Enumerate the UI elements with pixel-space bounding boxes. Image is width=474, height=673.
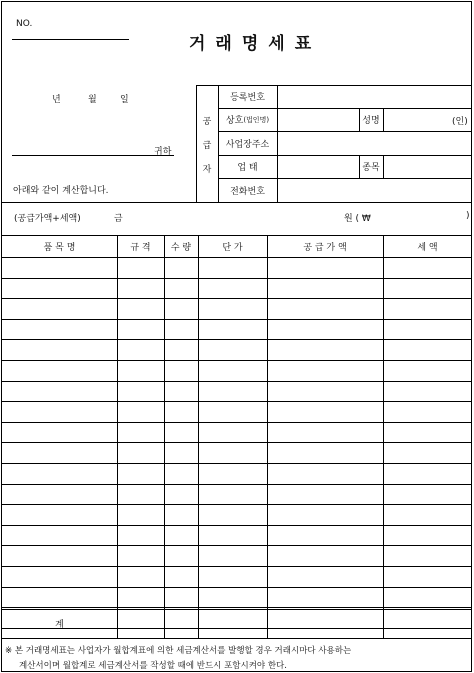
table-cell[interactable] bbox=[3, 340, 116, 359]
table-cell[interactable] bbox=[165, 299, 197, 318]
table-cell[interactable] bbox=[3, 299, 116, 318]
table-cell[interactable] bbox=[268, 258, 382, 277]
table-cell[interactable] bbox=[118, 588, 163, 607]
table-cell[interactable] bbox=[118, 402, 163, 421]
table-cell[interactable] bbox=[3, 443, 116, 462]
table-cell[interactable] bbox=[199, 382, 266, 401]
table-cell[interactable] bbox=[199, 567, 266, 586]
table-cell[interactable] bbox=[118, 464, 163, 483]
table-cell[interactable] bbox=[3, 279, 116, 298]
table-cell[interactable] bbox=[384, 320, 471, 339]
table-cell[interactable] bbox=[118, 320, 163, 339]
table-cell[interactable] bbox=[268, 546, 382, 565]
no-label: NO. bbox=[16, 19, 33, 29]
table-cell[interactable] bbox=[268, 279, 382, 298]
business-type-field[interactable] bbox=[278, 156, 359, 177]
table-cell[interactable] bbox=[384, 258, 471, 277]
table-cell[interactable] bbox=[384, 340, 471, 359]
table-cell[interactable] bbox=[165, 382, 197, 401]
category-label: 종목 bbox=[362, 163, 380, 173]
table-cell[interactable] bbox=[118, 485, 163, 504]
table-cell[interactable] bbox=[3, 485, 116, 504]
table-cell[interactable] bbox=[268, 526, 382, 545]
table-cell[interactable] bbox=[118, 443, 163, 462]
date-day: 일 bbox=[120, 95, 129, 105]
recipient-underline bbox=[12, 155, 174, 156]
header-supply-value: 공 급 가 액 bbox=[303, 242, 347, 253]
table-cell[interactable] bbox=[165, 608, 197, 627]
table-cell[interactable] bbox=[384, 546, 471, 565]
table-cell[interactable] bbox=[165, 258, 197, 277]
table-cell[interactable] bbox=[199, 505, 266, 524]
total-line-top bbox=[2, 202, 472, 203]
table-cell[interactable] bbox=[199, 608, 266, 627]
table-cell[interactable] bbox=[118, 382, 163, 401]
table-cell[interactable] bbox=[268, 382, 382, 401]
table-cell[interactable] bbox=[384, 526, 471, 545]
table-cell[interactable] bbox=[384, 279, 471, 298]
table-cell[interactable] bbox=[199, 320, 266, 339]
table-cell[interactable] bbox=[199, 361, 266, 380]
item-table bbox=[2, 235, 472, 638]
table-cell[interactable] bbox=[268, 464, 382, 483]
header-unit-price: 단 가 bbox=[222, 242, 243, 253]
table-cell[interactable] bbox=[165, 485, 197, 504]
reg-no-field[interactable] bbox=[278, 86, 471, 107]
table-cell[interactable] bbox=[268, 299, 382, 318]
table-cell[interactable] bbox=[118, 258, 163, 277]
intro-text: 아래와 같이 계산합니다. bbox=[13, 186, 109, 196]
no-underline bbox=[12, 39, 129, 40]
supplier-side-char-3: 자 bbox=[202, 164, 212, 175]
total-close-paren: ) bbox=[466, 211, 470, 221]
table-cell[interactable] bbox=[384, 608, 471, 627]
table-cell[interactable] bbox=[165, 588, 197, 607]
total-line-label: (공급가액+세액) bbox=[14, 214, 81, 224]
table-cell[interactable] bbox=[3, 423, 116, 442]
table-cell[interactable] bbox=[199, 526, 266, 545]
table-cell[interactable] bbox=[165, 567, 197, 586]
supplier-side-char-2: 급 bbox=[202, 140, 212, 151]
table-cell[interactable] bbox=[3, 258, 116, 277]
table-cell[interactable] bbox=[118, 279, 163, 298]
table-cell[interactable] bbox=[384, 299, 471, 318]
table-cell[interactable] bbox=[165, 340, 197, 359]
table-cell[interactable] bbox=[384, 505, 471, 524]
table-cell[interactable] bbox=[384, 485, 471, 504]
table-cell[interactable] bbox=[384, 423, 471, 442]
table-cell[interactable] bbox=[165, 443, 197, 462]
header-tax: 세 액 bbox=[417, 242, 438, 253]
total-amount-label: 금 bbox=[114, 214, 123, 224]
table-cell[interactable] bbox=[384, 588, 471, 607]
reg-no-label: 등록번호 bbox=[230, 93, 265, 103]
table-cell[interactable] bbox=[118, 340, 163, 359]
table-cell[interactable] bbox=[268, 608, 382, 627]
table-cell[interactable] bbox=[384, 464, 471, 483]
table-cell[interactable] bbox=[3, 505, 116, 524]
table-cell[interactable] bbox=[118, 361, 163, 380]
phone-label: 전화번호 bbox=[230, 186, 265, 197]
total-won-label: 원 ( ₩ bbox=[344, 214, 371, 224]
supplier-side-char-1: 공 bbox=[202, 116, 212, 127]
table-cell[interactable] bbox=[199, 423, 266, 442]
table-cell[interactable] bbox=[268, 443, 382, 462]
address-field[interactable] bbox=[278, 132, 471, 154]
table-cell[interactable] bbox=[199, 402, 266, 421]
table-cell[interactable] bbox=[118, 505, 163, 524]
table-cell[interactable] bbox=[199, 258, 266, 277]
table-cell[interactable] bbox=[268, 402, 382, 421]
table-cell[interactable] bbox=[3, 382, 116, 401]
table-cell[interactable] bbox=[199, 546, 266, 565]
table-cell[interactable] bbox=[384, 443, 471, 462]
table-cell[interactable] bbox=[165, 464, 197, 483]
seal-label: (인) bbox=[452, 117, 468, 127]
table-cell[interactable] bbox=[199, 464, 266, 483]
table-cell[interactable] bbox=[118, 546, 163, 565]
name-label: 성명 bbox=[362, 116, 380, 126]
table-cell[interactable] bbox=[268, 320, 382, 339]
transaction-statement-form bbox=[1, 1, 472, 672]
footnote-line-1: ※ 본 거래명세표는 사업자가 월합계표에 의한 세금계산서를 발행할 경우 거래시마다 사용하는 bbox=[5, 646, 352, 656]
total-won-field[interactable] bbox=[384, 207, 464, 225]
table-cell[interactable] bbox=[165, 423, 197, 442]
table-bottom bbox=[2, 638, 472, 639]
header-spec: 규 격 bbox=[130, 242, 151, 253]
table-cell[interactable] bbox=[268, 567, 382, 586]
header-item-name: 품 목 명 bbox=[43, 242, 76, 253]
phone-field[interactable] bbox=[278, 179, 471, 201]
table-total-label: 계 bbox=[55, 620, 64, 630]
table-cell[interactable] bbox=[3, 464, 116, 483]
table-cell[interactable] bbox=[384, 361, 471, 380]
table-cell[interactable] bbox=[3, 402, 116, 421]
table-cell[interactable] bbox=[268, 505, 382, 524]
header-quantity: 수 량 bbox=[170, 242, 192, 253]
company-label-cell bbox=[218, 108, 277, 131]
table-cell[interactable] bbox=[3, 361, 116, 380]
table-cell[interactable] bbox=[118, 608, 163, 627]
table-cell[interactable] bbox=[268, 423, 382, 442]
date-year: 년 bbox=[52, 95, 61, 105]
recipient-suffix: 귀하 bbox=[154, 147, 172, 157]
document-title: 거래명세표 bbox=[189, 34, 322, 54]
table-cell[interactable] bbox=[199, 588, 266, 607]
table-cell[interactable] bbox=[165, 361, 197, 380]
table-cell[interactable] bbox=[165, 320, 197, 339]
table-cell[interactable] bbox=[165, 546, 197, 565]
date-month: 월 bbox=[88, 95, 97, 105]
table-cell[interactable] bbox=[165, 505, 197, 524]
table-cell[interactable] bbox=[3, 320, 116, 339]
table-cell[interactable] bbox=[3, 526, 116, 545]
table-cell[interactable] bbox=[3, 588, 116, 607]
table-cell[interactable] bbox=[268, 361, 382, 380]
table-cell[interactable] bbox=[118, 567, 163, 586]
table-cell[interactable] bbox=[199, 340, 266, 359]
table-cell[interactable] bbox=[384, 567, 471, 586]
table-cell[interactable] bbox=[199, 279, 266, 298]
table-cell[interactable] bbox=[199, 443, 266, 462]
table-cell[interactable] bbox=[384, 382, 471, 401]
business-type-label: 업 태 bbox=[237, 163, 258, 173]
table-cell[interactable] bbox=[165, 402, 197, 421]
category-field[interactable] bbox=[384, 156, 471, 177]
table-cell[interactable] bbox=[165, 279, 197, 298]
table-cell[interactable] bbox=[199, 485, 266, 504]
table-cell[interactable] bbox=[118, 526, 163, 545]
company-field[interactable] bbox=[278, 109, 359, 130]
company-sub-label: (법인명) bbox=[243, 115, 270, 124]
table-cell[interactable] bbox=[268, 588, 382, 607]
table-cell[interactable] bbox=[199, 299, 266, 318]
table-cell[interactable] bbox=[165, 526, 197, 545]
table-cell[interactable] bbox=[118, 299, 163, 318]
table-cell[interactable] bbox=[268, 485, 382, 504]
footnote-line-2: 계산서이며 월합계로 세금계산서를 작성할 때에 반드시 포함시켜야 한다. bbox=[19, 661, 287, 671]
table-cell[interactable] bbox=[3, 567, 116, 586]
table-cell[interactable] bbox=[3, 546, 116, 565]
total-amount-field[interactable] bbox=[127, 207, 337, 225]
address-label: 사업장주소 bbox=[225, 139, 270, 150]
company-label: 상호 bbox=[225, 116, 244, 126]
table-cell[interactable] bbox=[118, 423, 163, 442]
table-cell[interactable] bbox=[268, 340, 382, 359]
table-cell[interactable] bbox=[384, 402, 471, 421]
